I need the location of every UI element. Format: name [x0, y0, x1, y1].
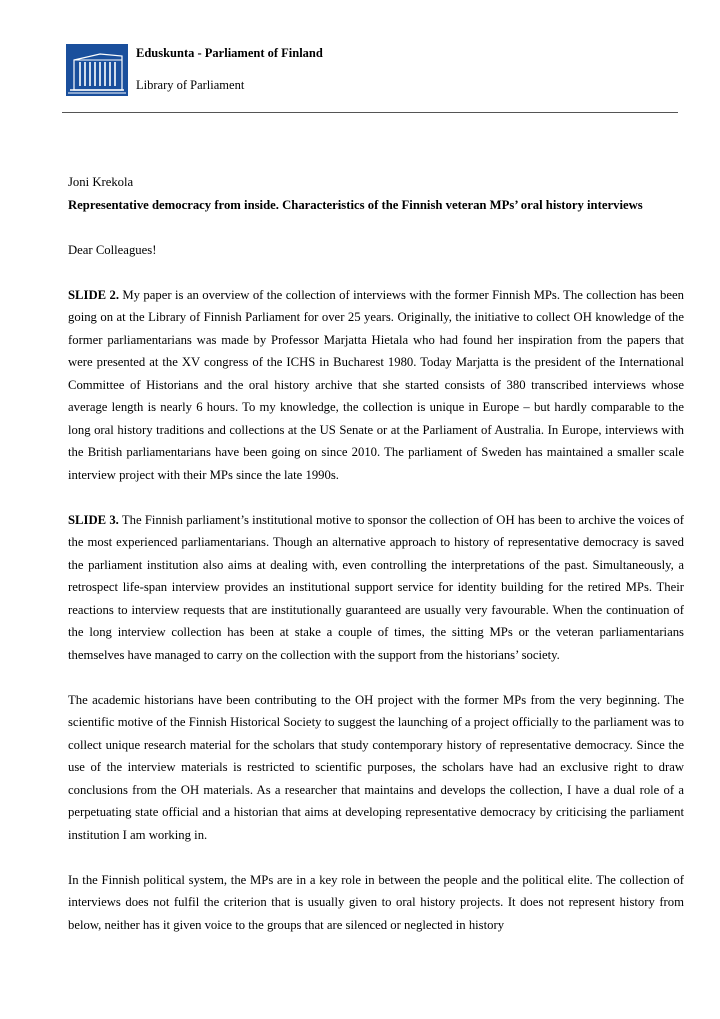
author-name: Joni Krekola	[68, 175, 134, 189]
department-name: Library of Parliament	[136, 78, 245, 92]
paragraph-text: In the Finnish political system, the MPs are in a key role in between the people and the political elite. The collection of interviews does not fulfil the criterion that is usually given to oral history projects. It does not represent history from below, neither has it given voice to the groups that are silenced or neglected in history	[68, 872, 684, 932]
paper-title: Representative democracy from inside. Characteristics of the Finnish veteran MPs’ oral history interviews	[68, 197, 643, 212]
document-body	[68, 171, 684, 936]
header-divider	[62, 112, 678, 113]
parliament-building-logo-icon	[66, 44, 128, 96]
organization-name: Eduskunta - Parliament of Finland	[136, 46, 323, 60]
paragraph-text: My paper is an overview of the collection of interviews with the former Finnish MPs. The collection has been going on at the Library of Finnish Parliament for over 25 years. Originally, the initiative to collect OH knowledge of the former parliamentarians was made by Professor Marjatta Hietala who had found her inspiration from the papers that were presented at the XV congress of the ICHS in Bucharest 1980. Today Marjatta is the president of the International Committee of Historians and the oral history archive that she started consists of 380 transcribed interviews whose average length is nearly 6 hours. To my knowledge, the collection is unique in Europe – but hardly comparable to the long oral history traditions and collections at the US Senate or at the Parliament of Australia. In Europe, interviews with the British parliamentarians have been going on since 2010. The parliament of Sweden has maintained a smaller scale interview project with their MPs since the late 1990s.	[68, 287, 684, 482]
slide-label: SLIDE 3.	[68, 512, 119, 527]
paragraph-political-system	[68, 869, 684, 937]
paragraph-slide-2	[68, 284, 684, 487]
slide-label: SLIDE 2.	[68, 287, 119, 302]
letterhead	[66, 44, 678, 114]
paragraph-academic-historians	[68, 689, 684, 847]
paragraph-slide-3	[68, 509, 684, 667]
greeting: Dear Colleagues!	[68, 242, 157, 257]
paragraph-text: The academic historians have been contributing to the OH project with the former MPs from the very beginning. The scientific motive of the Finnish Historical Society to suggest the launching of a project officially to the parliament was to collect unique research material for the scholars that study contemporary history of representative democracy. Since the use of the interview materials is restricted to scientific purposes, the scholars have had an exclusive right to draw conclusions from the OH materials. As a researcher that maintains and develops the collection, I have a dual role of a perpetuating state official and a historian that aims at developing representative democracy by criticising the parliament institution I am working in.	[68, 692, 684, 842]
paragraph-text: The Finnish parliament’s institutional motive to sponsor the collection of OH has been to archive the voices of the most experienced parliamentarians. Though an alternative approach to history of representative democracy is saved the parliament institution also aims at dealing with, even controlling the interpretations of the past. Simultaneously, a retrospect life-span interview provides an institutional support service for identity building for the retired MPs. Their reactions to interview requests that are institutionally guaranteed are usually very favourable. When the continuation of the long interview collection has been at stake a couple of times, the sitting MPs or the veteran parliamentarians themselves have managed to carry on the collection with the support from the historians’ society.	[68, 512, 684, 662]
